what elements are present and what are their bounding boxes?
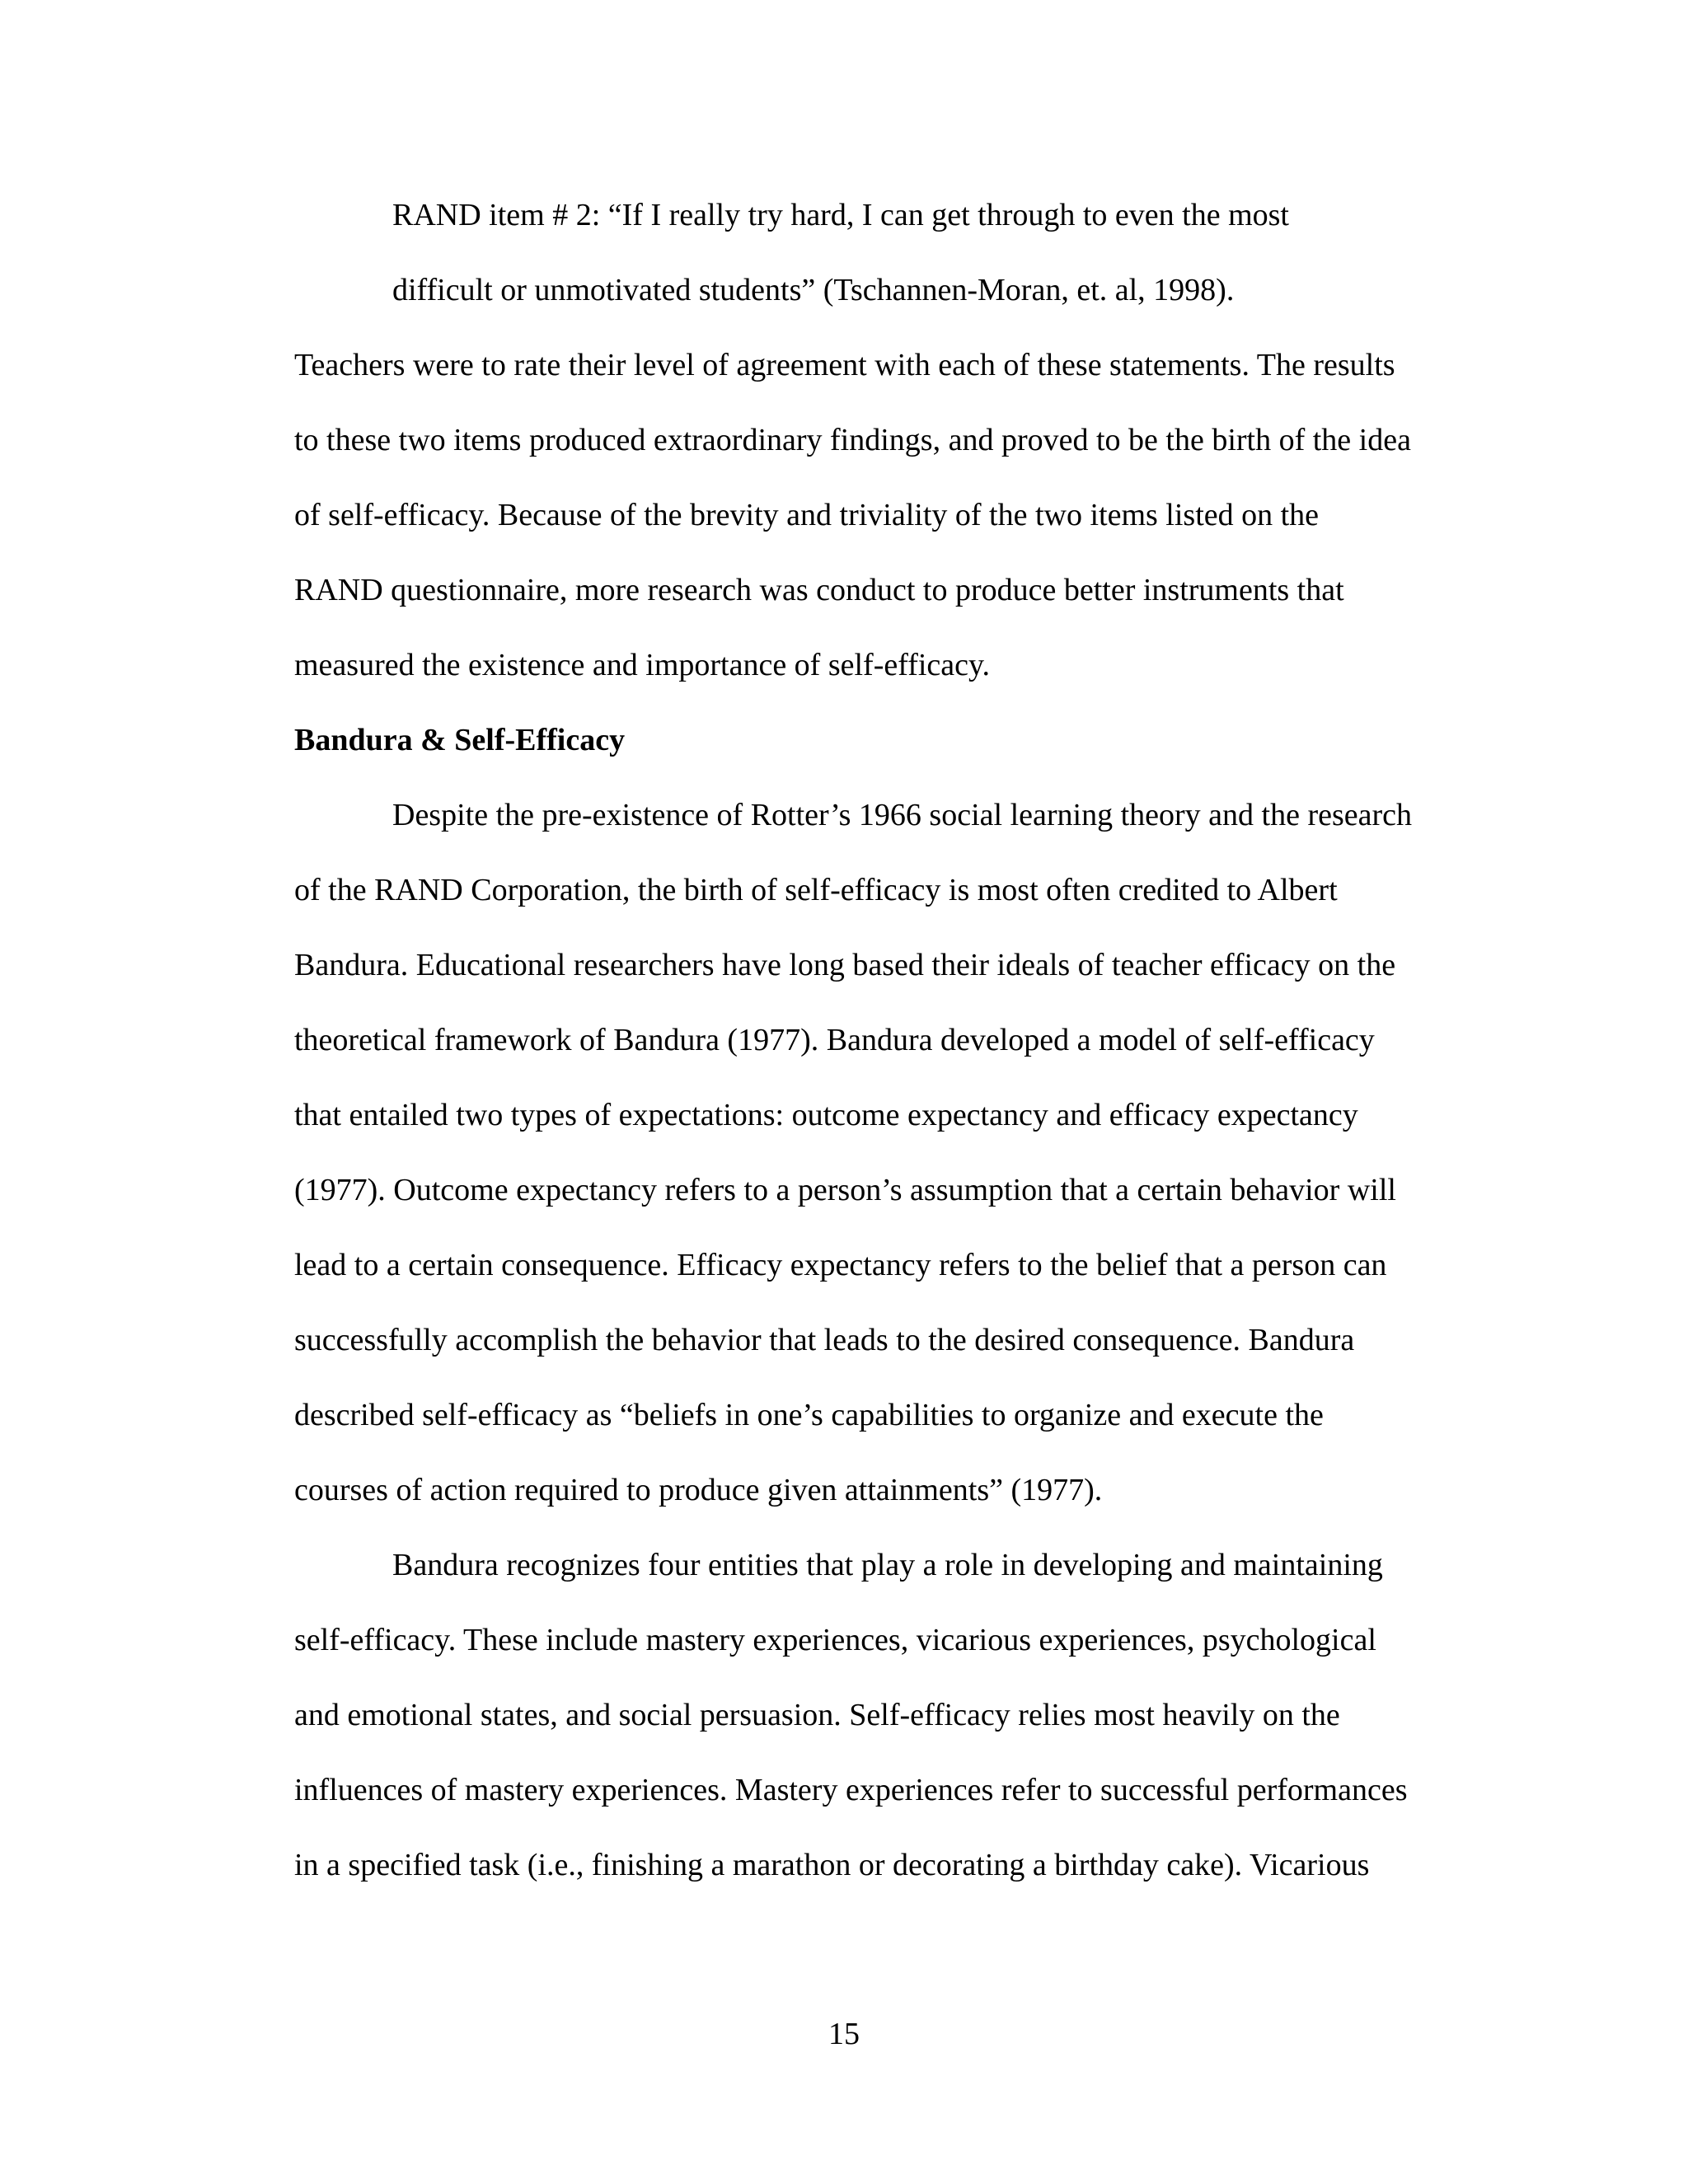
section-heading: Bandura & Self-Efficacy <box>294 723 626 757</box>
paragraph-line: theoretical framework of Bandura (1977). Bandura developed a model of self-efficacy <box>294 1023 1375 1057</box>
paragraph-line: in a specified task (i.e., finishing a marathon or decorating a birthday cake). Vicarious <box>294 1848 1370 1882</box>
paragraph-line: self-efficacy. These include mastery experiences, vicarious experiences, psychological <box>294 1623 1376 1657</box>
paragraph-line: influences of mastery experiences. Mastery experiences refer to successful performances <box>294 1773 1408 1807</box>
paragraph-line: Bandura recognizes four entities that play a role in developing and maintaining <box>392 1548 1383 1582</box>
paragraph-line: measured the existence and importance of self-efficacy. <box>294 648 991 682</box>
paragraph-line: that entailed two types of expectations: outcome expectancy and efficacy expectancy <box>294 1098 1358 1132</box>
paragraph-line: courses of action required to produce given attainments” (1977). <box>294 1473 1103 1507</box>
paragraph-line: and emotional states, and social persuasion. Self-efficacy relies most heavily on the <box>294 1698 1340 1732</box>
paragraph-line: (1977). Outcome expectancy refers to a person’s assumption that a certain behavior will <box>294 1173 1396 1207</box>
paragraph-line: successfully accomplish the behavior that leads to the desired consequence. Bandura <box>294 1323 1355 1357</box>
paragraph-line: lead to a certain consequence. Efficacy expectancy refers to the belief that a person can <box>294 1248 1387 1282</box>
paragraph-line: RAND questionnaire, more research was conduct to produce better instruments that <box>294 573 1344 607</box>
paragraph-line: to these two items produced extraordinary findings, and proved to be the birth of the idea <box>294 423 1411 457</box>
paragraph-line: Bandura. Educational researchers have long based their ideals of teacher efficacy on the <box>294 948 1396 982</box>
paragraph-line: described self-efficacy as “beliefs in one’s capabilities to organize and execute the <box>294 1398 1324 1432</box>
page-body <box>294 194 1466 1919</box>
page-number: 15 <box>828 2017 860 2051</box>
paragraph-line: of self-efficacy. Because of the brevity and triviality of the two items listed on the <box>294 498 1320 532</box>
paragraph-line: Despite the pre-existence of Rotter’s 1966 social learning theory and the research <box>392 798 1413 832</box>
paragraph-line: Teachers were to rate their level of agreement with each of these statements. The results <box>294 348 1395 382</box>
quote-line: RAND item # 2: “If I really try hard, I can get through to even the most <box>392 198 1289 232</box>
quote-line: difficult or unmotivated students” (Tschannen-Moran, et. al, 1998). <box>392 273 1235 307</box>
paragraph-line: of the RAND Corporation, the birth of self-efficacy is most often credited to Albert <box>294 873 1338 907</box>
